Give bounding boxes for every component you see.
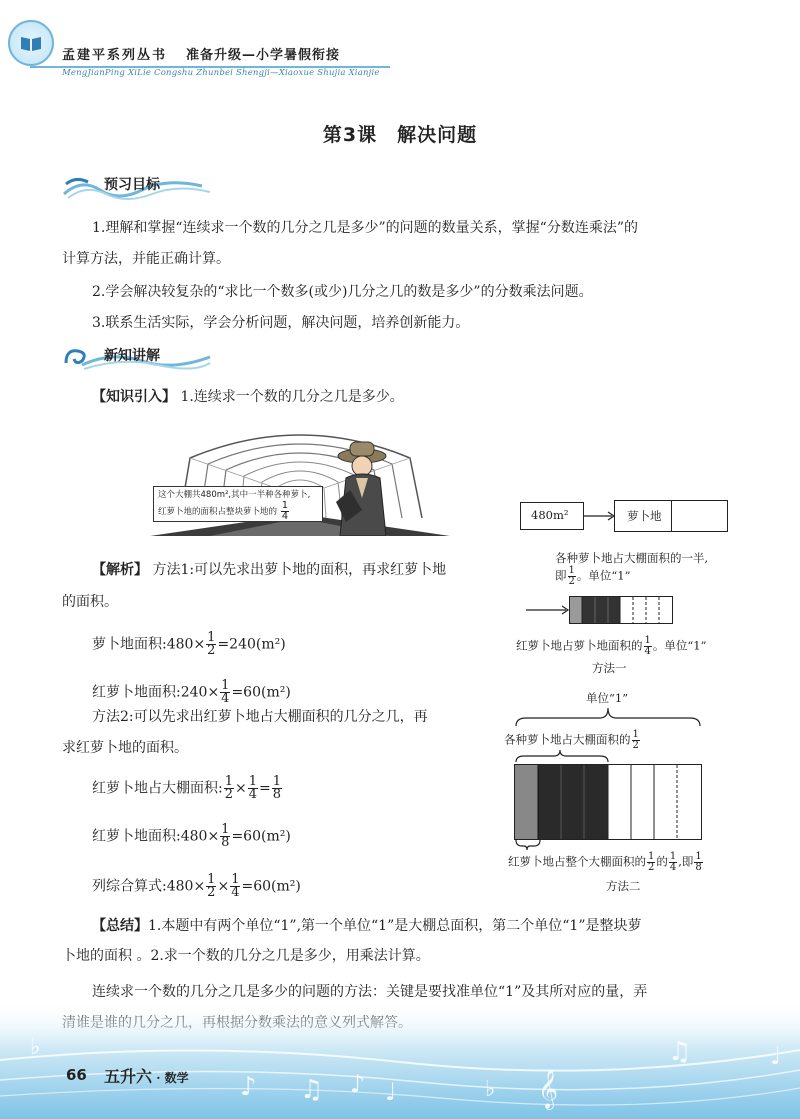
area-box-label: 480m² [531,508,569,522]
fraction-denominator: 2 [207,643,216,658]
goal-line-1: 1.理解和掌握“连续求一个数的几分之几是多少”的问题的数量关系，掌握“分数连乘法”的 [92,220,638,236]
fraction-numerator: 1 [669,851,677,862]
calc-red-radish-area-2 [92,824,291,849]
page-number: 66 [66,1066,87,1084]
red-radish-quarter-bar [569,596,673,624]
svg-text:♭: ♭ [30,1035,41,1060]
calc-prefix: 萝卜地面积:480× [92,636,206,653]
fraction-denominator: 8 [695,862,702,873]
method-line-1: 连续求一个数的几分之几是多少的问题的方法：关键是要找准单位“1”及其所对应的量，弄 [92,984,648,1000]
calc-red-radish-area-1 [92,680,291,705]
diagram1-caption-2 [555,566,630,587]
svg-text:♪: ♪ [240,1072,257,1102]
lesson-title: 第3课 解决问题 [322,124,478,146]
svg-text:♩: ♩ [770,1042,782,1070]
calc-suffix: =60(m²) [241,878,301,895]
fraction-numerator: 1 [568,565,575,576]
fraction-eighth [220,824,230,849]
analysis-line-2: 的面积。 [62,594,118,610]
method-one-label: 方法一 [592,661,627,675]
intro-text: 1.连续求一个数的几分之几是多少。 [180,389,404,405]
fraction-denominator: 4 [644,646,651,657]
fraction-quarter [230,874,240,899]
intro-line [92,387,404,407]
subject-label: 数学 [164,1071,189,1085]
summary-line-2: 卜地的面积 。2.求一个数的几分之几是多少，用乘法计算。 [62,948,430,964]
fraction-denominator: 4 [231,885,240,900]
fraction-numerator: 1 [695,851,702,862]
fraction-numerator: 1 [644,635,651,646]
calc-combined: 列综合算式:480× $\frac{1}{2}$ × $\frac{1}{4}$ =60(m²) [92,872,301,900]
full-greenhouse-bar [514,764,702,840]
callout-line-1: 这个大棚共480m²,其中一半种各种萝卜, [158,490,311,500]
section-title: 新知讲解 [104,348,160,364]
fraction-half [647,852,655,873]
fraction-numerator: 1 [272,774,282,789]
footer-wave-band [0,1000,800,1119]
fraction-half [568,566,576,587]
diagram1-caption-3 [516,636,706,657]
method2-line-1: 方法2:可以先求出红萝卜地占大棚面积的几分之几，再 [92,709,428,725]
series-logo [8,20,54,66]
series-name: 孟建平系列丛书 [62,48,168,63]
fraction-numerator: 1 [221,678,230,693]
calc-suffix: =60(m²) [231,828,291,845]
fraction-numerator: 1 [632,729,639,740]
summary-tag: 【总结】 [92,918,148,934]
brace-bottom-eighth [514,838,542,850]
svg-text:♩: ♩ [385,1078,397,1106]
fraction-denominator: 2 [224,787,233,802]
callout-line-2 [158,501,318,522]
section-heading-preview-goals [62,172,222,200]
radish-bar [614,500,728,532]
fraction-numerator: 1 [207,872,216,887]
intro-tag: 【知识引入】 [92,389,176,405]
fraction-denominator: 2 [207,885,216,900]
method2-line-2: 求红萝卜地的面积。 [62,740,188,756]
svg-text:♫: ♫ [300,1075,324,1105]
brace-top-full [514,706,702,728]
fraction-eighth [694,852,702,873]
section-title: 预习目标 [104,177,160,193]
fraction-denominator: 8 [272,787,282,802]
fraction-numerator: 1 [207,630,216,645]
grade-subject: 五升六 · 数学 [104,1067,189,1086]
fraction-numerator: 1 [648,851,655,862]
brace-top-half [514,748,610,764]
fraction-denominator: 4 [248,787,258,802]
svg-text:𝄞: 𝄞 [538,1069,559,1109]
fraction-half [224,776,234,801]
caption-text-a: 红萝卜地占整个大棚面积的 [508,854,646,869]
calc-prefix: 列综合算式:480× [92,878,206,895]
fraction-eighth [272,776,282,801]
arrow-icon [526,604,570,616]
calc-prefix: 红萝卜地占大棚面积: [92,780,223,797]
bar-divider [671,501,672,531]
book-icon [20,34,42,52]
svg-text:♫: ♫ [668,1037,692,1067]
caption-suffix: 。单位“1” [652,638,707,653]
goal-line-4: 3.联系生活实际，学会分析问题，解决问题，培养创新能力。 [92,315,470,331]
section-heading-new-knowledge [62,343,222,371]
fraction-half [632,730,640,751]
svg-text:♪: ♪ [350,1070,366,1098]
radish-box-label: 萝卜地 [627,509,662,523]
diagram1-caption-1: 各种萝卜地占大棚面积的一半, [555,551,709,565]
page-header [0,0,800,95]
caption-prefix: 即 [555,568,567,583]
goal-line-2: 计算方法，并能正确计算。 [62,251,230,267]
fraction-quarter [644,636,652,657]
summary-line-1 [92,916,641,936]
calc-red-radish-fraction: 红萝卜地占大棚面积: $\frac{1}{2}$ × $\frac{1}{4}$ = $\frac{1}{8}$ [92,774,282,802]
area-box [520,502,584,530]
diagram2-bottom-caption [508,852,704,873]
fraction-denominator: 2 [568,576,575,587]
method-two-label: 方法二 [606,879,641,893]
fraction-denominator: 8 [221,835,230,850]
fraction-half [206,632,216,657]
caption-text-b: 的 [656,854,668,869]
fraction-quarter [669,852,677,873]
fraction-denominator: 4 [669,862,677,873]
caption-suffix: 。单位“1” [576,568,631,583]
goal-line-3: 2.学会解决较复杂的“求比一个数多(或少)几分之几的数是多少”的分数乘法问题。 [92,284,593,300]
analysis-text: 方法1:可以先求出萝卜地的面积，再求红萝卜地 [152,562,447,578]
fraction-denominator: 4 [281,511,289,522]
problem-callout [153,486,323,522]
fraction-quarter [220,680,230,705]
analysis-line-1 [92,560,446,580]
fraction-numerator: 1 [224,774,233,789]
analysis-tag: 【解析】 [92,562,148,578]
calc-suffix: =60(m²) [231,684,291,701]
arrow-icon [584,508,616,524]
callout-line-2-text: 红萝卜地的面积占整块萝卜地的 [158,507,278,517]
calc-prefix: 红萝卜地面积:480× [92,828,220,845]
fraction-denominator: 4 [221,691,230,706]
fraction-half [206,874,216,899]
calc-radish-area [92,632,286,657]
fraction-quarter [281,501,289,522]
svg-text:♭: ♭ [485,1077,496,1102]
fraction-denominator: 2 [632,740,639,751]
unit-one-label: 单位“1” [586,691,629,705]
book-name: 准备升级—小学暑假衔接 [186,48,341,63]
caption-prefix: 红萝卜地占萝卜地面积的 [516,638,643,653]
fraction-numerator: 1 [221,822,230,837]
summary-text: 1.本题中有两个单位“1”,第一个单位“1”是大棚总面积，第二个单位“1”是整块萝 [148,918,642,934]
calc-suffix: =240(m²) [217,636,286,653]
pinyin-line: MengJianPing XiLie Congshu Zhunbei Shengji—Xiaoxue Shujia Xianjie [62,68,380,78]
calc-prefix: 红萝卜地面积:240× [92,684,220,701]
fraction-denominator: 2 [648,862,655,873]
caption-text: 各种萝卜地占大棚面积的 [504,732,631,747]
grade-label: 五升六 [104,1067,153,1086]
fraction-numerator: 1 [248,774,258,789]
fraction-numerator: 1 [231,872,240,887]
caption-text-c: ,即 [678,854,694,869]
fraction-numerator: 1 [281,500,289,511]
fraction-quarter [248,776,258,801]
